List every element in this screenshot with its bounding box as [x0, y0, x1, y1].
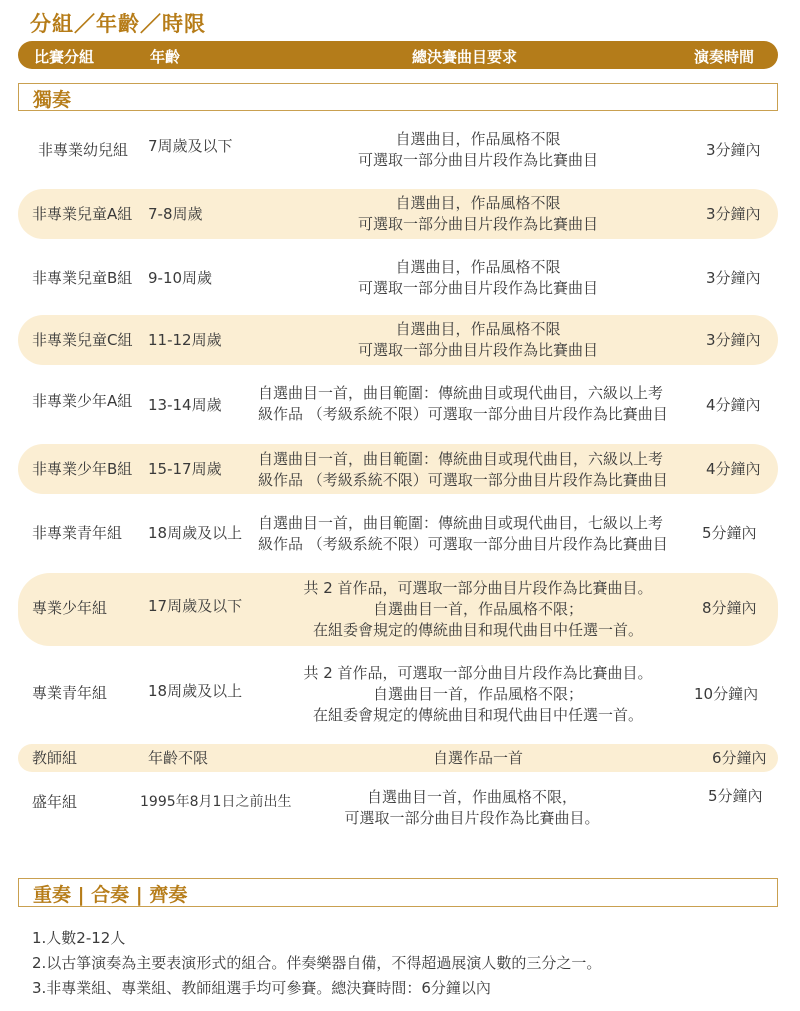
table-row — [18, 573, 778, 646]
row-requirement: 自選曲目，作品風格不限 可選取一部分曲目片段作為比賽曲目 — [357, 194, 598, 233]
row-group: 教師組 — [32, 749, 78, 767]
row-age: 11-12周歲 — [148, 331, 222, 349]
table-row — [18, 315, 778, 365]
page-title: 分組／年齡／時限 — [30, 12, 206, 36]
solo-section-header — [18, 83, 778, 111]
table-row — [18, 126, 778, 176]
table-row — [18, 380, 778, 430]
row-age: 7-8周歲 — [148, 205, 203, 223]
ensemble-section-label: 重奏 | 合奏 | 齊奏 — [33, 884, 188, 906]
row-age: 18周歲及以上 — [148, 524, 243, 542]
ensemble-section-header — [18, 878, 778, 907]
table-row-senior — [18, 785, 778, 835]
row-time: 3分鐘內 — [706, 269, 761, 287]
row-time: 6分鐘內 — [712, 749, 767, 767]
row-group: 專業青年組 — [32, 684, 108, 702]
row-age: 1995年8月1日之前出生 — [140, 794, 292, 810]
row-requirement: 自選曲目，作品風格不限 可選取一部分曲目片段作為比賽曲目 — [357, 258, 598, 297]
table-row — [18, 510, 778, 560]
row-requirement: 自選曲目，作品風格不限 可選取一部分曲目片段作為比賽曲目 — [357, 320, 598, 359]
table-row — [18, 189, 778, 239]
note-item: 3.非專業組、專業組、教師組選手均可參賽。總決賽時間：6分鐘以內 — [32, 979, 491, 997]
row-time: 5分鐘內 — [702, 524, 757, 542]
row-group: 非專業少年A組 — [32, 392, 133, 410]
row-age: 7周歲及以下 — [148, 137, 233, 155]
row-group: 非專業幼兒組 — [38, 141, 129, 159]
row-age: 9-10周歲 — [148, 269, 213, 287]
note-item: 1.人數2-12人 — [32, 929, 126, 947]
row-time: 8分鐘內 — [702, 599, 757, 617]
row-group: 非專業兒童A組 — [32, 205, 133, 223]
solo-section-label: 獨奏 — [33, 89, 72, 111]
row-time: 4分鐘內 — [706, 460, 761, 478]
header-group: 比賽分組 — [34, 48, 95, 66]
row-group: 非專業青年組 — [32, 524, 123, 542]
table-row — [18, 444, 778, 494]
row-requirement: 共 2 首作品，可選取一部分曲目片段作為比賽曲目。 自選曲目一首，作品風格不限； 在組委會規定的傳統曲目和現代曲目中任選一首。 — [303, 664, 653, 724]
header-time: 演奏時間 — [694, 48, 755, 66]
row-age: 17周歲及以下 — [148, 597, 243, 615]
row-group: 專業少年組 — [32, 599, 108, 617]
row-time: 3分鐘內 — [706, 141, 761, 159]
row-group: 非專業少年B組 — [32, 460, 133, 478]
row-time: 3分鐘內 — [706, 331, 761, 349]
note-item: 2.以古箏演奏為主要表演形式的組合。伴奏樂器自備，不得超過展演人數的三分之一。 — [32, 954, 602, 972]
table-header — [18, 41, 778, 69]
row-age: 18周歲及以上 — [148, 682, 243, 700]
row-age: 13-14周歲 — [148, 396, 222, 414]
header-age: 年齡 — [150, 48, 181, 66]
table-row — [18, 253, 778, 303]
table-row-teacher — [18, 744, 778, 772]
row-requirement: 自選曲目一首，作曲風格不限， 可選取一部分曲目片段作為比賽曲目。 — [344, 788, 600, 827]
row-age: 年齡不限 — [148, 749, 209, 767]
row-requirement: 自選曲目，作品風格不限 可選取一部分曲目片段作為比賽曲目 — [357, 130, 598, 169]
row-time: 3分鐘內 — [706, 205, 761, 223]
row-time: 5分鐘內 — [708, 787, 763, 805]
row-group: 盛年組 — [32, 793, 78, 811]
row-group: 非專業兒童B組 — [32, 269, 133, 287]
row-age: 15-17周歲 — [148, 460, 222, 478]
row-time: 4分鐘內 — [706, 396, 761, 414]
row-requirement: 自選曲目一首，曲目範圍：傳統曲目或現代曲目，六級以上考 級作品 （考級系統不限）可選取一部分曲目片段作為比賽曲目 — [258, 384, 668, 423]
row-requirement: 共 2 首作品，可選取一部分曲目片段作為比賽曲目。 自選曲目一首，作品風格不限； 在組委會規定的傳統曲目和現代曲目中任選一首。 — [303, 579, 653, 639]
row-time: 10分鐘內 — [694, 685, 759, 703]
table-row — [18, 658, 778, 731]
row-requirement: 自選作品一首 — [432, 749, 523, 767]
row-requirement: 自選曲目一首，曲目範圍：傳統曲目或現代曲目，六級以上考 級作品 （考級系統不限）可選取一部分曲目片段作為比賽曲目 — [258, 450, 668, 489]
header-requirement: 總決賽曲目要求 — [412, 48, 518, 66]
row-group: 非專業兒童C組 — [32, 331, 133, 349]
row-requirement: 自選曲目一首，曲目範圍：傳統曲目或現代曲目，七級以上考 級作品 （考級系統不限）可選取一部分曲目片段作為比賽曲目 — [258, 514, 668, 553]
